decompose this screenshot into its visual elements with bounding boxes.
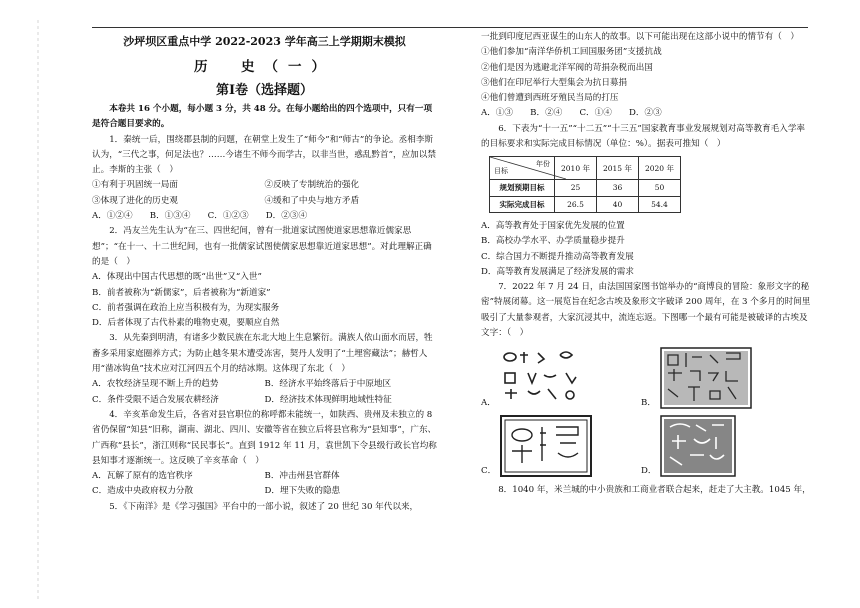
table-cell: 40 [596, 196, 638, 212]
row-label: 规划预期目标 [490, 180, 555, 196]
q3-option-b: B．经济水平始终落后于中原地区 [264, 379, 392, 390]
q1-options-row1 [92, 178, 437, 193]
q5-opt1: ①他们参加“南洋华侨机工回国服务团”支援抗战 [481, 47, 662, 58]
q6-option-b: B．高校办学水平、办学质量稳步提升 [481, 236, 625, 247]
q3-option-a: A．农牧经济呈现不断上升的趋势 [92, 379, 219, 390]
q7-label-c: C． [481, 466, 497, 477]
q5-opt3: ③他们在印尼举行大型集会为抗日募捐 [481, 77, 628, 88]
table-cell: 50 [638, 180, 680, 196]
q7-label-d: D． [641, 466, 657, 477]
header-rule [92, 27, 808, 28]
right-column [481, 30, 811, 499]
q1-opt3: ③体现了进化的历史观 [92, 195, 178, 206]
year-2010: 2010 年 [555, 157, 597, 180]
table-row [490, 180, 681, 196]
q2-stem: 2．冯友兰先生认为“在三、四世纪间，曾有一批道家试图使道家思想靠近儒家思想”；“在十一、十二世纪间，也有一批儒家试图使儒家思想靠近道家思想”。对此理解正确的是（ ） [92, 226, 432, 267]
table-cell: 25 [555, 180, 597, 196]
q1-choices: A．①②④ B．①③④ C．①②③ D．②③④ [92, 211, 308, 222]
q5-choices: A．①③ B．②④ C．①④ D．②③ [481, 108, 662, 119]
year-2015: 2015 年 [596, 157, 638, 180]
q3-option-d: D．经济技术体现鲜明地域性特征 [264, 394, 392, 405]
year-2020: 2020 年 [638, 157, 680, 180]
q3-option-c: C．条件受限不适合发展农耕经济 [92, 394, 219, 405]
binding-margin [8, 20, 68, 600]
q3-stem: 3．从先秦到明清，有诸多少数民族在东北大地上生息繁衍。满族人依山面水而居，牲畜多采用家庭圈养方式；为防止越冬果木遭受冻害，契丹人发明了“土埋窖藏法”；赫哲人用“凿冰钩鱼”技术应对江河四五个月的结冰期。这体现了东北（ ） [92, 333, 433, 375]
volume-title: 第Ⅰ卷（选择题） [215, 83, 314, 98]
q2-option-b: B．前者被称为“新儒家”，后者被称为“新道家” [92, 287, 271, 298]
q5-opt4: ④他们曾遭到西班牙殖民当局的打压 [481, 93, 619, 104]
q8-stem: 8．1040 年，米兰城的中小贵族和工商业者联合起来，赶走了大主教。1045 年， [498, 485, 811, 496]
inscription-image [660, 347, 752, 409]
subject-title: 历 史（一） [194, 59, 335, 75]
q4-stem: 4．辛亥革命发生后，各省对县官职位的称呼都未能统一，如陕西、贵州及未独立的 8 省仍保留“知县”旧称，湖南、湖北、四川、安徽等省在独立后将县官称为“县知事”，广东、广西称“县长”，浙江则称“民民事长”。直到 1912 年 11 月，袁世凯下令县级行政长官均称县知事才逐渐统一。这反映了辛亥革命（ ） [92, 409, 437, 466]
header-item: 目标 [494, 167, 508, 176]
q1-options-row2 [92, 194, 437, 209]
instructions: 本卷共 16 个小题，每小题 3 分，共 48 分。在每小题给出的四个选项中，只有一项是符合题目要求的。 [92, 104, 433, 130]
q7-choice-b [641, 347, 801, 409]
q5-stem: 5．《下南洋》是《学习强国》平台中的一部小说，叙述了 20 世纪 30 年代以来， [109, 501, 419, 512]
q6-table-header-row [490, 157, 681, 180]
table-cell: 54.4 [638, 196, 680, 212]
q6-option-c: C．综合国力不断提升推动高等教育发展 [481, 251, 634, 262]
header-year: 年份 [536, 160, 550, 169]
q7-images-row2 [481, 415, 811, 477]
q7-stem: 7．2022 年 7 月 24 日，由法国国家图书馆举办的“商博良的冒险：象形文字的秘密”特展闭幕。这一展览旨在纪念古埃及象形文字破译 200 周年，在 3 个多月的时间里吸引了大量参观者，大家沉浸其中，流连忘返。下图哪一个最有可能是被破译的古埃及文字：（ ） [481, 282, 811, 339]
row-label: 实际完成目标 [490, 196, 555, 212]
table-cell: 36 [596, 180, 638, 196]
q7-choice-a [481, 349, 641, 409]
q7-choice-c [481, 415, 641, 477]
q1-stem: 1．秦统一后，围绕郡县制的问题，在朝堂上发生了“师今”和“师古”的争论。丞相李斯认为，“三代之事，何足法也？……今诸生不师今而学古，以非当世，惑乱黔首”，应加以禁止。李斯的主张（ ） [92, 134, 436, 176]
q1-opt2: ②反映了专制统治的强化 [264, 180, 360, 191]
q4-option-b: B．冲击州县官群体 [264, 471, 340, 482]
table-row [490, 196, 681, 212]
q4-options-row1 [92, 469, 437, 484]
table-cell: 26.5 [555, 196, 597, 212]
left-column [92, 30, 437, 515]
rubbing-image [660, 415, 736, 477]
q4-option-a: A．瓦解了原有的选官秩序 [92, 471, 193, 482]
seal-script-image [500, 415, 592, 477]
q4-options-row2 [92, 484, 437, 499]
q7-images-row1 [481, 347, 811, 409]
q4-option-c: C．造成中央政府权力分散 [92, 486, 194, 497]
q6-table-corner [490, 157, 555, 180]
exam-title: 沙坪坝区重点中学 2022-2023 学年高三上学期期末模拟 [123, 35, 406, 48]
q4-option-d: D．埋下失败的隐患 [264, 486, 341, 497]
q1-opt1: ①有利于巩固统一局面 [92, 180, 178, 191]
q7-label-b: B． [641, 398, 656, 409]
q3-options-row1 [92, 377, 437, 392]
q6-stem: 6．下表为“十一五”“十二五”“十三五”国家教育事业发展规划对高等教育毛入学率的目标要求和实际完成目标情况（单位：%）。据表可推知（ ） [481, 123, 806, 150]
q6-option-d: D．高等教育发展满足了经济发展的需求 [481, 266, 634, 277]
q1-opt4: ④缓和了中央与地方矛盾 [264, 195, 360, 206]
hieroglyph-image [500, 349, 586, 409]
q6-option-a: A．高等教育处于国家优先发展的位置 [481, 220, 625, 231]
q5-stem-continued: 一批到印度尼西亚谋生的山东人的故事。以下可能出现在这部小说中的情节有（ ） [481, 32, 799, 42]
q2-option-c: C．前者强调在政治上应当积极有为，为现实服务 [92, 302, 280, 313]
q3-options-row2 [92, 393, 437, 408]
q5-opt2: ②他们是因为逃避北洋军阀的苛捐杂税而出国 [481, 62, 653, 73]
q6-table [489, 156, 681, 213]
q2-option-a: A．体现出中国古代思想的既“出世”又“入世” [92, 272, 262, 283]
q7-label-a: A． [481, 398, 496, 409]
q7-choice-d [641, 415, 801, 477]
q2-option-d: D．后者体现了古代朴素的唯物史观，要顺应自然 [92, 318, 280, 329]
